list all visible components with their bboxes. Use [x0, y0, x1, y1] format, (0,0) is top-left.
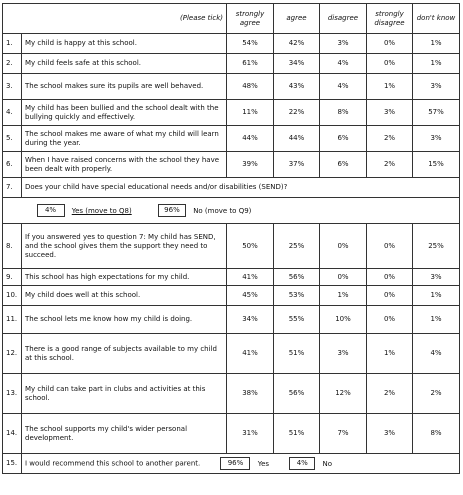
response-strongly-disagree: 3%	[367, 100, 413, 126]
response-strongly-agree: 45%	[227, 286, 274, 306]
question-text: My child does well at this school.	[22, 286, 227, 306]
question-row	[3, 152, 460, 178]
response-strongly-agree: 34%	[227, 306, 274, 334]
response-dont-know: 8%	[413, 414, 460, 454]
question-row	[3, 334, 460, 374]
q15-no-label: No	[322, 459, 333, 468]
question-row	[3, 224, 460, 269]
response-strongly-agree: 48%	[227, 74, 274, 100]
survey-table	[2, 3, 460, 474]
response-dont-know: 1%	[413, 306, 460, 334]
response-strongly-agree: 41%	[227, 334, 274, 374]
response-strongly-disagree: 2%	[367, 152, 413, 178]
question-text: The school supports my child's wider personal development.	[22, 414, 227, 454]
question-text: My child has been bullied and the school dealt with the bullying quickly and effectively.	[22, 100, 227, 126]
response-strongly-agree: 44%	[227, 126, 274, 152]
response-dont-know: 3%	[413, 269, 460, 286]
q7-yes-box: 4%	[37, 204, 65, 217]
question-number: 2.	[3, 54, 22, 74]
response-agree: 44%	[274, 126, 320, 152]
response-strongly-disagree: 0%	[367, 286, 413, 306]
q15-yes-box: 96%	[220, 457, 250, 470]
question-text: The school makes me aware of what my child will learn during the year.	[22, 126, 227, 152]
response-strongly-agree: 50%	[227, 224, 274, 269]
question-number: 4.	[3, 100, 22, 126]
response-agree: 51%	[274, 414, 320, 454]
question-number: 14.	[3, 414, 22, 454]
question-row	[3, 286, 460, 306]
response-dont-know: 1%	[413, 34, 460, 54]
q7-row	[3, 178, 460, 198]
response-strongly-agree: 31%	[227, 414, 274, 454]
response-agree: 43%	[274, 74, 320, 100]
question-text: The school lets me know how my child is doing.	[22, 306, 227, 334]
response-disagree: 8%	[320, 100, 367, 126]
response-disagree: 4%	[320, 54, 367, 74]
question-row	[3, 306, 460, 334]
response-dont-know: 1%	[413, 286, 460, 306]
response-strongly-disagree: 2%	[367, 374, 413, 414]
response-strongly-disagree: 2%	[367, 126, 413, 152]
question-number: 6.	[3, 152, 22, 178]
q7-number: 7.	[3, 178, 22, 198]
question-row	[3, 34, 460, 54]
response-disagree: 1%	[320, 286, 367, 306]
response-disagree: 3%	[320, 34, 367, 54]
question-row	[3, 414, 460, 454]
response-agree: 37%	[274, 152, 320, 178]
question-row	[3, 126, 460, 152]
response-strongly-disagree: 0%	[367, 54, 413, 74]
response-disagree: 6%	[320, 126, 367, 152]
q15-yes-label: Yes	[257, 459, 270, 468]
response-agree: 55%	[274, 306, 320, 334]
question-number: 8.	[3, 224, 22, 269]
q15-no-box: 4%	[289, 457, 315, 470]
response-disagree: 12%	[320, 374, 367, 414]
response-disagree: 0%	[320, 269, 367, 286]
response-dont-know: 3%	[413, 74, 460, 100]
response-disagree: 10%	[320, 306, 367, 334]
response-agree: 56%	[274, 269, 320, 286]
question-number: 12.	[3, 334, 22, 374]
question-row	[3, 74, 460, 100]
question-text: My child feels safe at this school.	[22, 54, 227, 74]
col-strongly-agree: strongly agree	[227, 4, 274, 34]
response-strongly-agree: 38%	[227, 374, 274, 414]
question-row	[3, 54, 460, 74]
response-disagree: 3%	[320, 334, 367, 374]
question-text: My child can take part in clubs and activities at this school.	[22, 374, 227, 414]
col-agree: agree	[274, 4, 320, 34]
q15-number: 15.	[3, 454, 22, 474]
response-disagree: 4%	[320, 74, 367, 100]
question-number: 1.	[3, 34, 22, 54]
question-text: My child is happy at this school.	[22, 34, 227, 54]
question-text: This school has high expectations for my child.	[22, 269, 227, 286]
question-number: 9.	[3, 269, 22, 286]
col-disagree: disagree	[320, 4, 367, 34]
question-number: 13.	[3, 374, 22, 414]
question-text: There is a good range of subjects available to my child at this school.	[22, 334, 227, 374]
col-dont-know: don't know	[413, 4, 460, 34]
response-agree: 53%	[274, 286, 320, 306]
question-row	[3, 100, 460, 126]
col-strongly-disagree: strongly disagree	[367, 4, 413, 34]
response-strongly-agree: 54%	[227, 34, 274, 54]
response-dont-know: 2%	[413, 374, 460, 414]
q15-row	[3, 454, 460, 474]
response-disagree: 6%	[320, 152, 367, 178]
q7-yes-label: Yes (move to Q8)	[71, 206, 132, 215]
response-strongly-disagree: 1%	[367, 74, 413, 100]
question-number: 10.	[3, 286, 22, 306]
q7-question: Does your child have special educational needs and/or disabilities (SEND)?	[22, 178, 460, 198]
q7-no-label: No (move to Q9)	[193, 206, 252, 215]
response-dont-know: 1%	[413, 54, 460, 74]
response-strongly-disagree: 0%	[367, 306, 413, 334]
response-agree: 34%	[274, 54, 320, 74]
instruction-text: (Please tick)	[3, 4, 227, 34]
response-strongly-disagree: 0%	[367, 34, 413, 54]
response-dont-know: 25%	[413, 224, 460, 269]
q15-question: I would recommend this school to another parent.	[25, 459, 201, 468]
q7-no-box: 96%	[158, 204, 186, 217]
response-strongly-disagree: 1%	[367, 334, 413, 374]
question-number: 3.	[3, 74, 22, 100]
question-text: The school makes sure its pupils are well behaved.	[22, 74, 227, 100]
response-strongly-disagree: 0%	[367, 269, 413, 286]
q7-answer-row	[3, 198, 460, 224]
response-strongly-agree: 41%	[227, 269, 274, 286]
question-number: 5.	[3, 126, 22, 152]
response-strongly-agree: 11%	[227, 100, 274, 126]
response-strongly-disagree: 3%	[367, 414, 413, 454]
response-agree: 56%	[274, 374, 320, 414]
question-number: 11.	[3, 306, 22, 334]
question-text: If you answered yes to question 7: My child has SEND, and the school gives them the support they need to succeed.	[22, 224, 227, 269]
parent-survey-sheet	[2, 3, 459, 489]
question-row	[3, 269, 460, 286]
response-agree: 22%	[274, 100, 320, 126]
header-row	[3, 4, 460, 34]
response-agree: 25%	[274, 224, 320, 269]
response-disagree: 0%	[320, 224, 367, 269]
response-dont-know: 57%	[413, 100, 460, 126]
response-agree: 42%	[274, 34, 320, 54]
response-dont-know: 4%	[413, 334, 460, 374]
response-strongly-disagree: 0%	[367, 224, 413, 269]
question-text: When I have raised concerns with the school they have been dealt with properly.	[22, 152, 227, 178]
response-disagree: 7%	[320, 414, 367, 454]
response-dont-know: 15%	[413, 152, 460, 178]
response-strongly-agree: 39%	[227, 152, 274, 178]
response-strongly-agree: 61%	[227, 54, 274, 74]
response-agree: 51%	[274, 334, 320, 374]
response-dont-know: 3%	[413, 126, 460, 152]
question-row	[3, 374, 460, 414]
